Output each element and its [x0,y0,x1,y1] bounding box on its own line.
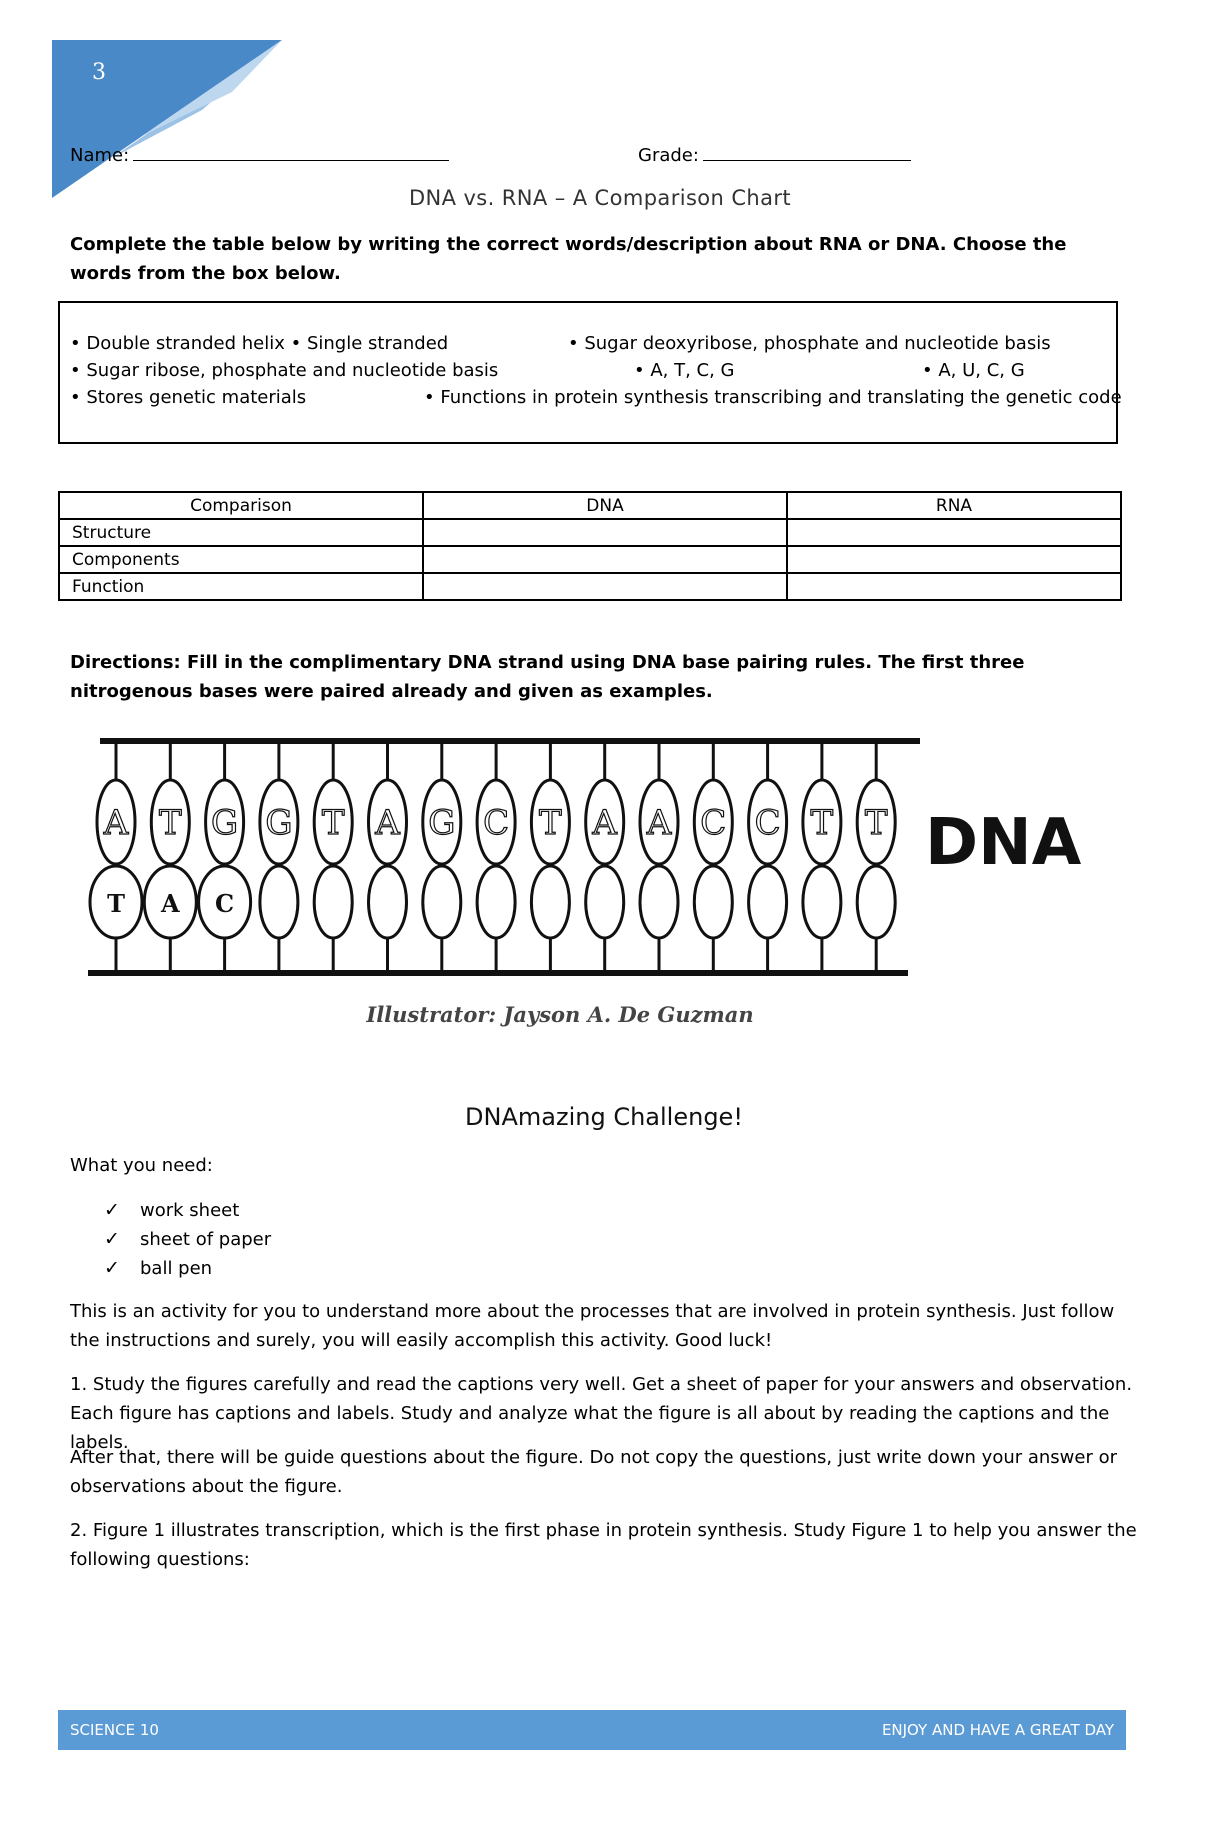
answer-cell[interactable] [787,573,1121,600]
top-base-letter: C [700,803,727,843]
dna-label: DNA [925,806,1082,880]
row-label: Components [59,546,423,573]
row-label: Function [59,573,423,600]
name-line[interactable] [133,142,449,161]
grade-line[interactable] [703,142,911,161]
table-row [59,546,1121,573]
page-title: DNA vs. RNA – A Comparison Chart [408,186,792,210]
bottom-base-circle [803,866,841,938]
top-base-letter: T [864,803,888,843]
top-base-letter: T [158,803,182,843]
top-base-letter: G [211,803,239,843]
word-item: • Functions in protein synthesis transcribing and translating the genetic code [424,387,1122,408]
bottom-base-circle [531,866,569,938]
corner-decoration [52,40,292,200]
top-base-letter: G [265,803,293,843]
guide-paragraph: After that, there will be guide questions about the figure. Do not copy the questions, just write down your answer or observations about the figure. [70,1447,1118,1497]
list-item [104,1254,271,1283]
name-field[interactable] [70,142,449,166]
grade-field[interactable] [638,142,911,166]
bottom-base-circle [749,866,787,938]
instructions: Complete the table below by writing the correct words/description about RNA or DNA. Choose the words from the box below. [70,234,1067,284]
top-base-letter: C [754,803,781,843]
footer-subject: SCIENCE 10 [70,1721,159,1739]
directions: Directions: Fill in the complimentary DNA strand using DNA base pairing rules. The first three nitrogenous bases were paired already and given as examples. [70,652,1025,702]
needs-label: What you need: [70,1155,213,1176]
comparison-table [58,491,1122,601]
bottom-base-letter: T [107,889,125,918]
bottom-base-circle [423,866,461,938]
column-header: RNA [787,492,1121,519]
word-item: • Double stranded helix • Single stranded [70,333,449,354]
word-item: • Sugar deoxyribose, phosphate and nucleotide basis [568,333,1051,354]
table-header-row [59,492,1121,519]
item-label: work sheet [140,1200,240,1221]
column-header: DNA [423,492,787,519]
item-label: ball pen [140,1258,213,1279]
top-base-letter: A [375,803,400,843]
bottom-base-circle [314,866,352,938]
challenge-title: DNAmazing Challenge! [465,1103,743,1131]
bottom-base-letter: A [160,889,180,918]
top-base-letter: G [428,803,456,843]
word-box [58,301,1122,444]
table-row [59,573,1121,600]
answer-cell[interactable] [787,519,1121,546]
list-item [104,1196,271,1225]
bottom-base-circle [260,866,298,938]
name-label: Name: [70,145,130,166]
footer-bar [58,1710,1126,1750]
table-row [59,519,1121,546]
word-item: • A, T, C, G [634,360,735,381]
top-base-letter: A [103,803,129,843]
check-icon: ✓ [104,1199,120,1221]
item-label: sheet of paper [140,1229,272,1250]
illustrator-credit: Illustrator: Jayson A. De Guzman [366,1002,754,1027]
footer-message: ENJOY AND HAVE A GREAT DAY [881,1721,1114,1739]
bottom-base-circle [477,866,515,938]
row-label: Structure [59,519,423,546]
intro-paragraph: This is an activity for you to understand more about the processes that are involved in protein synthesis. Just follow the instructions and surely, you will easily accomplish this activity. Good luck! [70,1301,1115,1351]
word-item: • Sugar ribose, phosphate and nucleotide basis [70,360,499,381]
dna-ladder-figure [80,728,1082,988]
bottom-backbone [88,970,908,976]
page-number: 3 [92,60,106,85]
top-base-letter: T [321,803,345,843]
bottom-base-circle [694,866,732,938]
bottom-base-circle [369,866,407,938]
answer-cell[interactable] [423,519,787,546]
bottom-base-circle [640,866,678,938]
top-base-letter: C [483,803,510,843]
check-icon: ✓ [104,1228,120,1250]
grade-label: Grade: [638,145,699,166]
answer-cell[interactable] [787,546,1121,573]
column-header: Comparison [59,492,423,519]
bottom-base-letter: C [215,889,235,918]
top-base-letter: T [810,803,834,843]
answer-cell[interactable] [423,546,787,573]
word-item: • A, U, C, G [922,360,1025,381]
check-icon: ✓ [104,1257,120,1279]
top-base-letter: A [646,803,672,843]
needs-list [104,1196,271,1283]
word-item: • Stores genetic materials [70,387,307,408]
top-base-letter: T [539,803,562,843]
answer-cell[interactable] [423,573,787,600]
bottom-base-circle [586,866,624,938]
top-backbone [100,738,920,744]
list-item [104,1225,271,1254]
step-1-paragraph: 1. Study the figures carefully and read the captions very well. Get a sheet of paper for your answers and observation. Each figure has captions and labels. Study and analyze what the figure is all about by reading the captions and the labels. [70,1374,1133,1453]
bottom-base-circle [857,866,895,938]
step-2-paragraph: 2. Figure 1 illustrates transcription, which is the first phase in protein synthesis. Study Figure 1 to help you answer the following questions: [70,1520,1137,1570]
top-base-letter: A [592,803,617,843]
